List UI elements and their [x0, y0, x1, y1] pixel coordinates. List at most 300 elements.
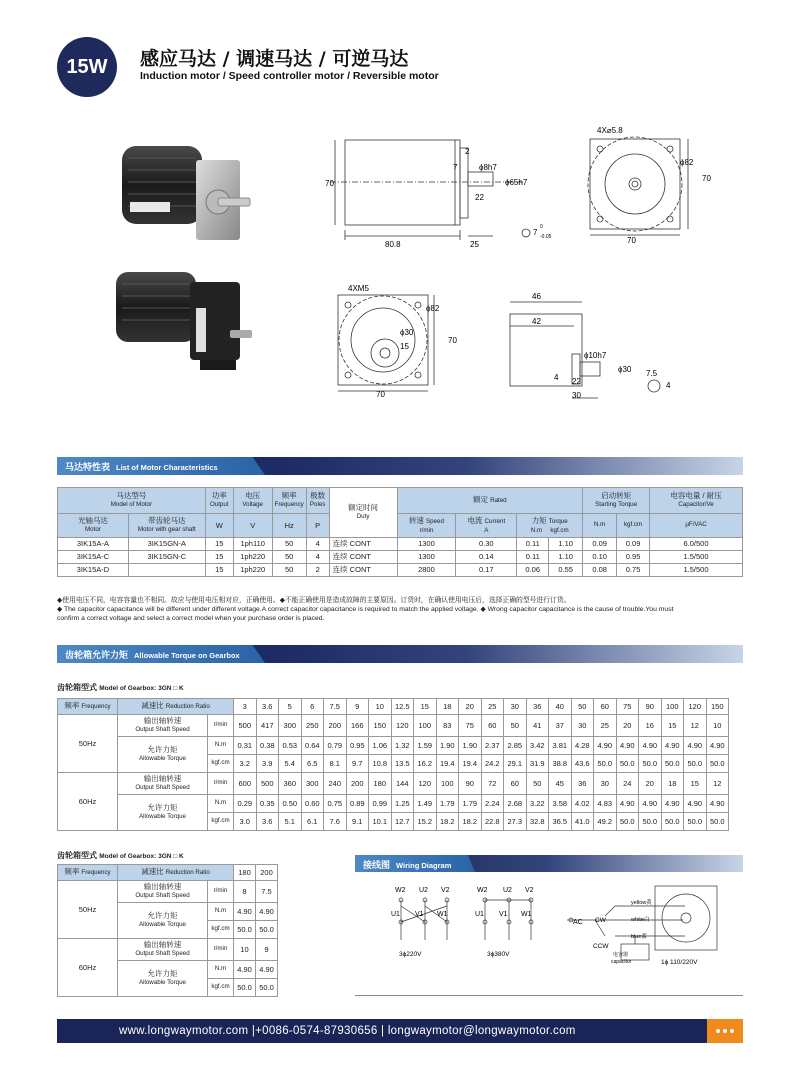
- value-cell: 38.8: [549, 755, 572, 773]
- speed-label: 输出轴转速 Output Shaft Speed: [118, 715, 208, 737]
- value-cell: 0.79: [324, 737, 347, 755]
- value-cell: 0.35: [256, 795, 279, 813]
- h-speed-cn: 转速: [408, 516, 424, 525]
- value-cell: 19.4: [459, 755, 482, 773]
- spec-cell: 0.17: [456, 564, 517, 577]
- spec-row: [58, 538, 743, 551]
- value-cell: 37: [549, 715, 572, 737]
- h-poles-en: Poles: [309, 501, 326, 509]
- value-cell: 50: [504, 715, 527, 737]
- h-output-en: Output: [209, 501, 229, 509]
- gearbox-label-2: [57, 850, 184, 861]
- lbl-w2: W2: [395, 887, 406, 894]
- dim-shaft-dia: ϕ8h7: [479, 163, 497, 172]
- dim-pcd: ϕ82: [680, 158, 694, 167]
- spec-cell: 3IK15A-D: [58, 564, 129, 577]
- value-cell: 417: [256, 715, 279, 737]
- value-cell: 4.90: [661, 795, 684, 813]
- value-cell: 1.49: [414, 795, 437, 813]
- unit-cell: r/min: [208, 939, 234, 961]
- h-cap-cn: 电容电量 / 耐压: [670, 491, 722, 501]
- value-cell: 50.0: [684, 813, 707, 831]
- value-cell: 200: [324, 715, 347, 737]
- value-cell: 24: [616, 773, 639, 795]
- wiring-diagram: [355, 872, 743, 994]
- dim-height: 70: [325, 179, 334, 188]
- value-cell: 4.90: [639, 795, 662, 813]
- spec-cell: 3IK15A-C: [58, 551, 129, 564]
- dim-shaft-length: 25: [470, 240, 479, 249]
- ratio-header-row: [58, 865, 278, 881]
- ratio-cell: 150: [706, 699, 729, 715]
- value-cell: 50.0: [639, 813, 662, 831]
- value-cell: 13.5: [391, 755, 414, 773]
- value-cell: 5.4: [279, 755, 302, 773]
- value-cell: 50.0: [616, 813, 639, 831]
- gear-row: [58, 939, 278, 961]
- value-cell: 19.4: [436, 755, 459, 773]
- more-dots-icon: [707, 1019, 743, 1043]
- section-title-cn: 马达特性表: [65, 462, 111, 472]
- spec-cell: 0.30: [456, 538, 517, 551]
- value-cell: 0.29: [234, 795, 257, 813]
- value-cell: 41.0: [571, 813, 594, 831]
- value-cell: 50.0: [234, 921, 256, 939]
- spec-cell: 0.06: [517, 564, 549, 577]
- ratio-cell: 100: [661, 699, 684, 715]
- spec-cell: 3IK15GN-C: [128, 551, 205, 564]
- spec-cell: 0.14: [456, 551, 517, 564]
- note-cn: ◆使用电压不同，电容容量也不相同。故应与使用电压相对应，正确使用。◆不能正确使用是造成故障的主要原因。订货时，在确认使用电压后，选择正确的型号进行订货。: [57, 596, 571, 604]
- value-cell: 9.7: [346, 755, 369, 773]
- value-cell: 50.0: [234, 979, 256, 997]
- h-model-en: Model of Motor: [110, 501, 153, 509]
- value-cell: 36: [571, 773, 594, 795]
- spec-cell: 50: [272, 551, 306, 564]
- spec-cell: 1ph220: [233, 551, 272, 564]
- gear-row: [58, 715, 729, 737]
- value-cell: 60: [481, 715, 504, 737]
- torque-label: 允许力矩 Allowable Torque: [118, 737, 208, 773]
- spec-cell: 0.75: [617, 564, 650, 577]
- value-cell: 30: [594, 773, 617, 795]
- value-cell: 4.90: [661, 737, 684, 755]
- h-torque-cn: 力矩: [531, 516, 547, 525]
- spec-cell: 0.09: [617, 538, 650, 551]
- spec-cell: 1.10: [549, 551, 583, 564]
- spec-cell: [128, 564, 205, 577]
- value-cell: 300: [279, 715, 302, 737]
- value-cell: 27.3: [504, 813, 527, 831]
- ratio-cell: 40: [549, 699, 572, 715]
- h-freq-en: Frequency: [274, 501, 304, 509]
- spec-cell: 0.11: [517, 538, 549, 551]
- unit-cell: N.m: [208, 737, 234, 755]
- value-cell: 1.25: [391, 795, 414, 813]
- lbl-cw: CW: [595, 917, 606, 924]
- ratio-cell: 120: [684, 699, 707, 715]
- h-duty-cn: 额定时间: [348, 503, 379, 513]
- lbl-3ph220: 3ϕ220V: [399, 951, 422, 958]
- unit-cell: kgf.cm: [208, 755, 234, 773]
- dim-22: 22: [572, 377, 581, 386]
- dim-46: 46: [532, 292, 541, 301]
- ratio-cell: 12.5: [391, 699, 414, 715]
- gearbox-side-drawing: [500, 288, 640, 403]
- value-cell: 4.90: [706, 737, 729, 755]
- footer-bar: [57, 1019, 743, 1043]
- dim-key: 7.5: [646, 369, 658, 378]
- lbl-u2: U2: [503, 887, 512, 894]
- h-cap-en: Capacitor/Ve: [678, 501, 714, 509]
- value-cell: 31.9: [526, 755, 549, 773]
- value-cell: 0.95: [346, 737, 369, 755]
- spec-cell: 0.11: [517, 551, 549, 564]
- value-cell: 4.90: [594, 737, 617, 755]
- gearbox-label-en: Model of Gearbox: 3GN □ K: [99, 685, 184, 692]
- dim-key: 7: [533, 228, 538, 237]
- u-rmin: r/min: [419, 526, 434, 534]
- h-gear-en: Motor with gear shaft: [137, 526, 196, 534]
- value-cell: 0.64: [301, 737, 324, 755]
- value-cell: 4.90: [616, 737, 639, 755]
- value-cell: 4.90: [706, 795, 729, 813]
- value-cell: 1.59: [414, 737, 437, 755]
- page-subtitle: Induction motor / Speed controller motor / Reversible motor: [140, 70, 439, 82]
- value-cell: 150: [369, 715, 392, 737]
- h-gear-cn: 带齿轮马达: [148, 516, 186, 526]
- value-cell: 0.50: [279, 795, 302, 813]
- value-cell: 4.02: [571, 795, 594, 813]
- gear-row: [58, 737, 729, 755]
- value-cell: 1.90: [459, 737, 482, 755]
- value-cell: 41: [526, 715, 549, 737]
- lbl-ccw: CCW: [593, 943, 609, 950]
- dim-boss: ϕ30: [618, 365, 632, 374]
- value-cell: 1.90: [436, 737, 459, 755]
- dim-boss: ϕ30: [400, 328, 414, 337]
- ratio-cell: 10: [369, 699, 392, 715]
- lbl-cap-cn: 电容器: [613, 952, 629, 958]
- freq-cell: 60Hz: [58, 939, 118, 997]
- value-cell: 50.0: [661, 813, 684, 831]
- spec-cell: 1.10: [549, 538, 583, 551]
- value-cell: 500: [234, 715, 257, 737]
- value-cell: 10: [706, 715, 729, 737]
- dim-tol-upper: 0: [540, 224, 543, 230]
- dim-width: 70: [376, 390, 385, 399]
- motor-spec-table: [57, 487, 743, 577]
- h-model-cn: 马达型号: [116, 491, 147, 501]
- induction-motor-photo: [118, 140, 256, 250]
- value-cell: 12.7: [391, 813, 414, 831]
- value-cell: 144: [391, 773, 414, 795]
- value-cell: 50.0: [256, 921, 278, 939]
- spec-cell: 15: [205, 551, 233, 564]
- value-cell: 9: [256, 939, 278, 961]
- freq-cell: 60Hz: [58, 773, 118, 831]
- gearbox-label-1: [57, 682, 184, 693]
- lbl-v1: V1: [499, 911, 508, 918]
- value-cell: 4.90: [684, 795, 707, 813]
- value-cell: 6.1: [301, 813, 324, 831]
- value-cell: 3.42: [526, 737, 549, 755]
- dim-offset: 15: [400, 342, 409, 351]
- dim-42: 42: [532, 317, 541, 326]
- spec-cell: 50: [272, 564, 306, 577]
- gearbox-label-cn: 齿轮箱型式: [57, 683, 97, 692]
- section-title-en: List of Motor Characteristics: [116, 463, 218, 472]
- value-cell: 4.90: [616, 795, 639, 813]
- spec-cell: 0.09: [583, 538, 617, 551]
- dim-holes: 4XM5: [348, 284, 369, 293]
- value-cell: 10: [234, 939, 256, 961]
- value-cell: 50.0: [639, 755, 662, 773]
- ratio-header-row: [58, 699, 729, 715]
- h-speed-en: Speed: [426, 518, 444, 525]
- unit-cell: N.m: [208, 903, 234, 921]
- dim-tol-lower: -0.05: [540, 234, 552, 240]
- lbl-w2: W2: [477, 887, 488, 894]
- value-cell: 10.1: [369, 813, 392, 831]
- spec-cell: 4: [306, 551, 329, 564]
- value-cell: 8: [234, 881, 256, 903]
- value-cell: 7.5: [256, 881, 278, 903]
- value-cell: 1.79: [436, 795, 459, 813]
- dim-2: 2: [465, 147, 470, 156]
- value-cell: 3.22: [526, 795, 549, 813]
- value-cell: 4.90: [639, 737, 662, 755]
- speed-label: 输出轴转速 Output Shaft Speed: [118, 773, 208, 795]
- value-cell: 0.53: [279, 737, 302, 755]
- gearbox-torque-section-header: [57, 645, 743, 663]
- gearbox-front-drawing: [330, 283, 470, 398]
- value-cell: 10.8: [369, 755, 392, 773]
- lbl-blue: blue蓝: [631, 934, 647, 940]
- value-cell: 50.0: [661, 755, 684, 773]
- lbl-yellow: yellow黄: [631, 900, 652, 906]
- spec-cell: 0.08: [583, 564, 617, 577]
- spec-cell: 1ph110: [233, 538, 272, 551]
- value-cell: 0.31: [234, 737, 257, 755]
- spec-cell: 3IK15A-A: [58, 538, 129, 551]
- ratio-cell: 3: [234, 699, 257, 715]
- value-cell: 50.0: [256, 979, 278, 997]
- u-hz: Hz: [272, 514, 306, 538]
- value-cell: 2.85: [504, 737, 527, 755]
- spec-cell: 2: [306, 564, 329, 577]
- u-kgf: kgf.cm: [550, 526, 569, 534]
- value-cell: 3.58: [549, 795, 572, 813]
- value-cell: 32.8: [526, 813, 549, 831]
- value-cell: 3.81: [549, 737, 572, 755]
- value-cell: 16: [639, 715, 662, 737]
- ratio-cell: 6: [301, 699, 324, 715]
- value-cell: 250: [301, 715, 324, 737]
- dim-width: 70: [627, 236, 636, 245]
- h-ratio: 减速比 Reduction Ratio: [118, 699, 234, 715]
- u-v: V: [233, 514, 272, 538]
- value-cell: 300: [301, 773, 324, 795]
- lbl-cap-en: capacitor: [611, 959, 632, 965]
- value-cell: 360: [279, 773, 302, 795]
- value-cell: 100: [414, 715, 437, 737]
- gear-row: [58, 795, 729, 813]
- section-title-en: Allowable Torque on Gearbox: [134, 651, 240, 660]
- ratio-cell: 15: [414, 699, 437, 715]
- h-poles-cn: 极数: [310, 491, 326, 501]
- torque-label: 允许力矩 Allowable Torque: [118, 961, 208, 997]
- speed-label: 输出轴转速 Output Shaft Speed: [118, 939, 208, 961]
- value-cell: 100: [436, 773, 459, 795]
- dim-height: 70: [448, 336, 457, 345]
- value-cell: 16.2: [414, 755, 437, 773]
- h-freq: 频率 Frequency: [58, 699, 118, 715]
- value-cell: 0.89: [346, 795, 369, 813]
- ratio-cell: 75: [616, 699, 639, 715]
- note-en-1: ◆ The capacitor capacitance will be different under different voltage.A correct capacitor capacitance is required to match the applied voltage. ◆ Wrong capacitor capacitance is the cause of trouble.You must: [57, 606, 674, 614]
- spec-cell: 3IK15GN-A: [128, 538, 205, 551]
- wiring-section-header: [355, 855, 743, 872]
- unit-cell: r/min: [208, 773, 234, 795]
- spec-cell: 1ph220: [233, 564, 272, 577]
- value-cell: 4.90: [234, 961, 256, 979]
- value-cell: 4.90: [256, 961, 278, 979]
- value-cell: 0.60: [301, 795, 324, 813]
- value-cell: 3.2: [234, 755, 257, 773]
- value-cell: 180: [369, 773, 392, 795]
- value-cell: 25: [594, 715, 617, 737]
- value-cell: 2.37: [481, 737, 504, 755]
- section-title-en: Wiring Diagram: [396, 861, 452, 870]
- wattage-badge: 15W: [57, 37, 117, 97]
- dim-height: 70: [702, 174, 711, 183]
- spec-cell: 0.10: [583, 551, 617, 564]
- value-cell: 4.90: [684, 737, 707, 755]
- value-cell: 12: [684, 715, 707, 737]
- u-kgf2: kgf.cm: [617, 514, 650, 538]
- value-cell: 500: [256, 773, 279, 795]
- value-cell: 18.2: [436, 813, 459, 831]
- unit-cell: kgf.cm: [208, 979, 234, 997]
- value-cell: 18.2: [459, 813, 482, 831]
- u-w: W: [205, 514, 233, 538]
- ratio-cell: 180: [234, 865, 256, 881]
- value-cell: 30: [571, 715, 594, 737]
- value-cell: 90: [459, 773, 482, 795]
- value-cell: 50.0: [616, 755, 639, 773]
- spec-cell: 15: [205, 538, 233, 551]
- page-title: 感应马达 / 调速马达 / 可逆马达: [140, 48, 409, 70]
- lbl-ac: AC: [573, 919, 583, 926]
- value-cell: 20: [639, 773, 662, 795]
- spec-row: [58, 564, 743, 577]
- ratio-cell: 90: [639, 699, 662, 715]
- ratio-cell: 7.5: [324, 699, 347, 715]
- value-cell: 240: [324, 773, 347, 795]
- dim-pcd: ϕ82: [426, 304, 440, 313]
- spec-cell: 0.55: [549, 564, 583, 577]
- h-start-cn: 启动转矩: [601, 491, 632, 501]
- spec-cell: 15: [205, 564, 233, 577]
- value-cell: 83: [436, 715, 459, 737]
- value-cell: 20: [616, 715, 639, 737]
- dim-k4: 4: [666, 381, 671, 390]
- gearbox-torque-table-2: [57, 864, 278, 997]
- spec-cell: 50: [272, 538, 306, 551]
- wiring-panel: [355, 872, 743, 996]
- dim-4: 4: [554, 373, 559, 382]
- lbl-u1: U1: [475, 911, 484, 918]
- lbl-u2: U2: [419, 887, 428, 894]
- h-rated-en: Rated: [490, 497, 507, 505]
- spec-cell: 1300: [397, 551, 456, 564]
- spec-cell: 1.5/500: [650, 551, 743, 564]
- u-nm: N.m: [530, 526, 543, 534]
- lbl-w1: W1: [521, 911, 532, 918]
- spec-row: [58, 551, 743, 564]
- h-rated-cn: 额定: [473, 495, 489, 505]
- spec-cell: 0.95: [617, 551, 650, 564]
- value-cell: 200: [346, 773, 369, 795]
- value-cell: 15: [661, 715, 684, 737]
- ratio-cell: 36: [526, 699, 549, 715]
- lbl-v1: V1: [415, 911, 424, 918]
- u-cap: μF/VAC: [650, 514, 743, 538]
- value-cell: 9.1: [346, 813, 369, 831]
- lbl-v2: V2: [441, 887, 450, 894]
- gear-row: [58, 881, 278, 903]
- lbl-w1: W1: [437, 911, 448, 918]
- value-cell: 1.32: [391, 737, 414, 755]
- ratio-cell: 30: [504, 699, 527, 715]
- value-cell: 50.0: [706, 755, 729, 773]
- unit-cell: kgf.cm: [208, 921, 234, 939]
- h-start-en: Starting Torque: [595, 501, 638, 509]
- value-cell: 50.0: [706, 813, 729, 831]
- unit-cell: kgf.cm: [208, 813, 234, 831]
- torque-label: 允许力矩 Allowable Torque: [118, 795, 208, 831]
- value-cell: 0.75: [324, 795, 347, 813]
- h-duty-en: Duty: [356, 513, 370, 521]
- value-cell: 8.1: [324, 755, 347, 773]
- freq-cell: 50Hz: [58, 881, 118, 939]
- value-cell: 120: [414, 773, 437, 795]
- value-cell: 12: [706, 773, 729, 795]
- spec-cell: 连续 CONT: [329, 551, 397, 564]
- value-cell: 2.24: [481, 795, 504, 813]
- value-cell: 4.90: [234, 903, 256, 921]
- spec-rows: [58, 538, 743, 577]
- value-cell: 29.1: [504, 755, 527, 773]
- spec-cell: 连续 CONT: [329, 538, 397, 551]
- value-cell: 75: [459, 715, 482, 737]
- unit-cell: N.m: [208, 795, 234, 813]
- value-cell: 600: [234, 773, 257, 795]
- u-nm2: N.m: [583, 514, 617, 538]
- value-cell: 1.79: [459, 795, 482, 813]
- ratio-cell: 50: [571, 699, 594, 715]
- motor-characteristics-section-header: [57, 457, 743, 475]
- value-cell: 24.2: [481, 755, 504, 773]
- motor-front-drawing: [580, 125, 720, 245]
- h-voltage-en: Voltage: [242, 501, 264, 509]
- speed-label: 输出轴转速 Output Shaft Speed: [118, 881, 208, 903]
- dim-length: 80.8: [385, 240, 401, 249]
- value-cell: 7.6: [324, 813, 347, 831]
- value-cell: 50.0: [594, 755, 617, 773]
- value-cell: 6.5: [301, 755, 324, 773]
